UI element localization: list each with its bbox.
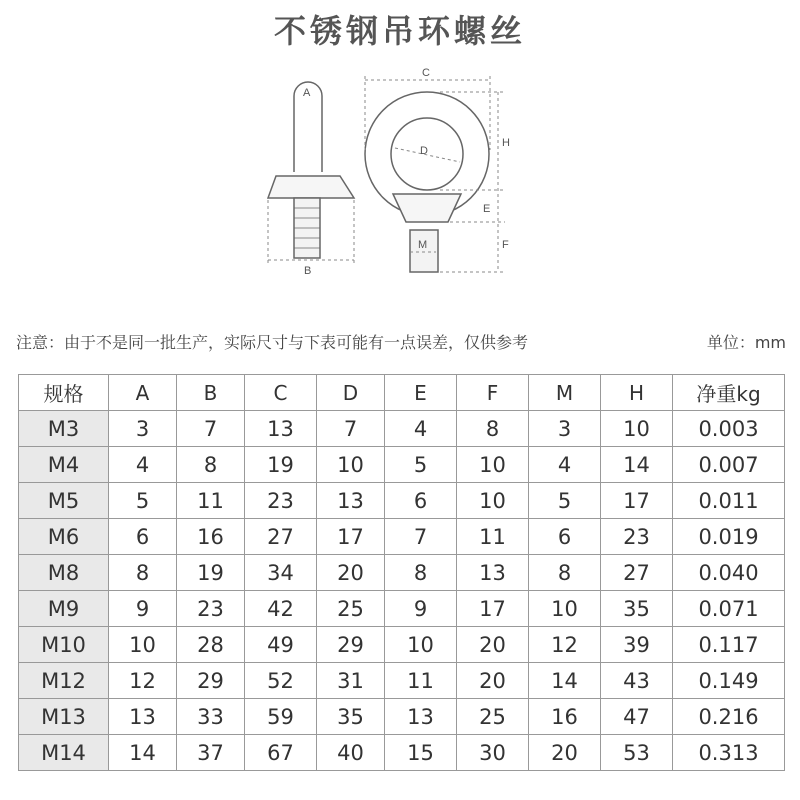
- label-d: D: [420, 145, 428, 157]
- value-cell: 6: [109, 519, 177, 555]
- value-cell: 13: [385, 699, 457, 735]
- value-cell: 0.007: [673, 447, 785, 483]
- value-cell: 10: [529, 591, 601, 627]
- value-cell: 34: [245, 555, 317, 591]
- page-title: 不锈钢吊环螺丝: [273, 12, 526, 50]
- value-cell: 8: [385, 555, 457, 591]
- value-cell: 17: [601, 483, 673, 519]
- table-row: [19, 519, 785, 555]
- value-cell: 23: [177, 591, 245, 627]
- value-cell: 27: [601, 555, 673, 591]
- header-cell: A: [109, 375, 177, 411]
- value-cell: 0.003: [673, 411, 785, 447]
- model-cell: M14: [19, 735, 109, 771]
- value-cell: 14: [601, 447, 673, 483]
- value-cell: 12: [109, 663, 177, 699]
- table-row: [19, 663, 785, 699]
- value-cell: 14: [529, 663, 601, 699]
- value-cell: 37: [177, 735, 245, 771]
- model-cell: M8: [19, 555, 109, 591]
- value-cell: 0.040: [673, 555, 785, 591]
- value-cell: 8: [177, 447, 245, 483]
- value-cell: 27: [245, 519, 317, 555]
- value-cell: 16: [529, 699, 601, 735]
- value-cell: 10: [601, 411, 673, 447]
- value-cell: 20: [317, 555, 385, 591]
- value-cell: 33: [177, 699, 245, 735]
- value-cell: 49: [245, 627, 317, 663]
- table-row: [19, 735, 785, 771]
- header-cell: 规格: [19, 375, 109, 411]
- table-row: [19, 483, 785, 519]
- value-cell: 53: [601, 735, 673, 771]
- model-cell: M13: [19, 699, 109, 735]
- header-cell: 净重kg: [673, 375, 785, 411]
- value-cell: 25: [317, 591, 385, 627]
- unit-label: 单位：mm: [706, 333, 786, 352]
- table-row: [19, 591, 785, 627]
- value-cell: 8: [529, 555, 601, 591]
- value-cell: 29: [317, 627, 385, 663]
- value-cell: 43: [601, 663, 673, 699]
- model-cell: M3: [19, 411, 109, 447]
- value-cell: 7: [385, 519, 457, 555]
- value-cell: 20: [529, 735, 601, 771]
- eye-bolt-diagram: [0, 60, 800, 300]
- value-cell: 16: [177, 519, 245, 555]
- value-cell: 59: [245, 699, 317, 735]
- value-cell: 17: [457, 591, 529, 627]
- value-cell: 5: [529, 483, 601, 519]
- value-cell: 30: [457, 735, 529, 771]
- value-cell: 17: [317, 519, 385, 555]
- value-cell: 5: [385, 447, 457, 483]
- header-cell: B: [177, 375, 245, 411]
- value-cell: 4: [529, 447, 601, 483]
- value-cell: 9: [385, 591, 457, 627]
- value-cell: 35: [317, 699, 385, 735]
- value-cell: 25: [457, 699, 529, 735]
- value-cell: 67: [245, 735, 317, 771]
- value-cell: 52: [245, 663, 317, 699]
- value-cell: 0.117: [673, 627, 785, 663]
- value-cell: 13: [317, 483, 385, 519]
- value-cell: 20: [457, 663, 529, 699]
- value-cell: 10: [457, 447, 529, 483]
- label-a: A: [303, 87, 311, 99]
- label-e: E: [483, 203, 491, 215]
- value-cell: 3: [109, 411, 177, 447]
- value-cell: 0.011: [673, 483, 785, 519]
- table-header-row: [19, 375, 785, 411]
- value-cell: 8: [109, 555, 177, 591]
- table-row: [19, 447, 785, 483]
- value-cell: 13: [109, 699, 177, 735]
- table-row: [19, 555, 785, 591]
- model-cell: M6: [19, 519, 109, 555]
- value-cell: 8: [457, 411, 529, 447]
- value-cell: 5: [109, 483, 177, 519]
- value-cell: 9: [109, 591, 177, 627]
- header-cell: H: [601, 375, 673, 411]
- header-cell: M: [529, 375, 601, 411]
- value-cell: 6: [529, 519, 601, 555]
- value-cell: 11: [385, 663, 457, 699]
- header-cell: F: [457, 375, 529, 411]
- header-cell: E: [385, 375, 457, 411]
- value-cell: 47: [601, 699, 673, 735]
- table-row: [19, 627, 785, 663]
- disclaimer-note: 注意：由于不是同一批生产，实际尺寸与下表可能有一点误差，仅供参考: [16, 333, 529, 352]
- model-cell: M9: [19, 591, 109, 627]
- value-cell: 11: [457, 519, 529, 555]
- header-cell: C: [245, 375, 317, 411]
- value-cell: 39: [601, 627, 673, 663]
- value-cell: 10: [385, 627, 457, 663]
- value-cell: 40: [317, 735, 385, 771]
- value-cell: 35: [601, 591, 673, 627]
- value-cell: 3: [529, 411, 601, 447]
- value-cell: 23: [245, 483, 317, 519]
- label-b: B: [304, 265, 312, 277]
- value-cell: 19: [245, 447, 317, 483]
- value-cell: 7: [177, 411, 245, 447]
- value-cell: 14: [109, 735, 177, 771]
- value-cell: 4: [109, 447, 177, 483]
- value-cell: 13: [457, 555, 529, 591]
- label-c: C: [422, 67, 430, 79]
- value-cell: 7: [317, 411, 385, 447]
- side-view: [268, 82, 354, 258]
- label-m: M: [418, 239, 428, 251]
- model-cell: M12: [19, 663, 109, 699]
- value-cell: 0.313: [673, 735, 785, 771]
- value-cell: 0.216: [673, 699, 785, 735]
- model-cell: M10: [19, 627, 109, 663]
- label-h: H: [502, 137, 510, 149]
- value-cell: 31: [317, 663, 385, 699]
- model-cell: M4: [19, 447, 109, 483]
- value-cell: 0.071: [673, 591, 785, 627]
- value-cell: 4: [385, 411, 457, 447]
- table-row: [19, 699, 785, 735]
- model-cell: M5: [19, 483, 109, 519]
- value-cell: 10: [457, 483, 529, 519]
- value-cell: 20: [457, 627, 529, 663]
- spec-table: [18, 374, 785, 771]
- value-cell: 15: [385, 735, 457, 771]
- label-f: F: [502, 239, 509, 251]
- value-cell: 19: [177, 555, 245, 591]
- header-cell: D: [317, 375, 385, 411]
- value-cell: 29: [177, 663, 245, 699]
- value-cell: 42: [245, 591, 317, 627]
- value-cell: 23: [601, 519, 673, 555]
- value-cell: 11: [177, 483, 245, 519]
- value-cell: 0.149: [673, 663, 785, 699]
- value-cell: 12: [529, 627, 601, 663]
- table-body: [19, 411, 785, 771]
- value-cell: 10: [109, 627, 177, 663]
- value-cell: 0.019: [673, 519, 785, 555]
- value-cell: 10: [317, 447, 385, 483]
- table-row: [19, 411, 785, 447]
- value-cell: 28: [177, 627, 245, 663]
- value-cell: 6: [385, 483, 457, 519]
- value-cell: 13: [245, 411, 317, 447]
